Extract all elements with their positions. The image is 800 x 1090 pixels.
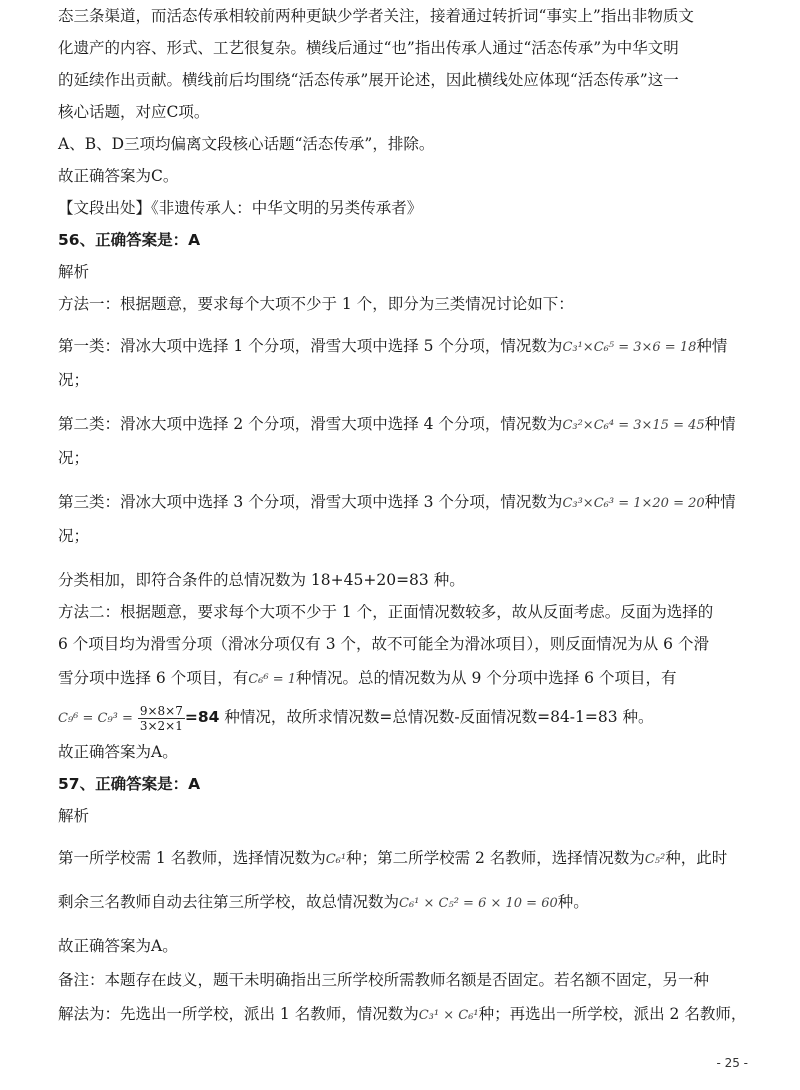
fraction: [138, 704, 185, 733]
case-two-line: [58, 414, 752, 436]
q57-line: [58, 848, 752, 870]
c52-formula: C₅²: [644, 852, 666, 867]
q57-text: 剩余三名教师自动去往第三所学校，故总情况数为: [58, 893, 400, 911]
case-one-tail: 种情: [696, 337, 728, 355]
case-two-end: 况；: [58, 449, 90, 467]
q57-text: 种。: [557, 893, 589, 911]
answer-line: 故正确答案为A。: [58, 937, 178, 955]
method-two-line: 6 个项目均为滑雪分项（滑冰分项仅有 3 个，故不可能全为滑冰项目），则反面情况为从 6 个滑: [58, 635, 709, 653]
case-one-line: [58, 336, 752, 358]
case-two-formula: C₃²×C₆⁴ = 3×15 = 45: [562, 418, 705, 433]
q57-line: [58, 892, 752, 914]
c61-formula: C₆¹: [325, 852, 347, 867]
text-line: 化遗产的内容、形式、工艺很复杂。横线后通过“也”指出传承人通过“活态传承”为中华文明: [58, 39, 679, 57]
case-three-end: 况；: [58, 527, 90, 545]
text-line: 态三条渠道，而活态传承相较前两种更缺少学者关注，接着通过转折词“事实上”指出非物质文: [58, 7, 694, 25]
method-one-line: 方法一：根据题意，要求每个大项不少于 1 个，即分为三类情况讨论如下：: [58, 295, 574, 313]
case-three-formula: C₃³×C₆³ = 1×20 = 20: [562, 496, 705, 511]
text-line: 核心话题，对应C项。: [58, 103, 210, 121]
note-text: 解法为：先选出一所学校，派出 1 名教师，情况数为: [58, 1005, 419, 1023]
answer-line: 故正确答案为A。: [58, 743, 178, 761]
case-three-text: 第三类：滑冰大项中选择 3 个分项，滑雪大项中选择 3 个分项，情况数为: [58, 493, 563, 511]
question-57-heading: 57、正确答案是：A: [58, 775, 201, 793]
case-one-text: 第一类：滑冰大项中选择 1 个分项，滑雪大项中选择 5 个分项，情况数为: [58, 337, 563, 355]
method-two-line: [58, 668, 752, 690]
text-line: 的延续作出贡献。横线前后均围绕“活态传承”展开论述，因此横线处应体现“活态传承”这一: [58, 71, 679, 89]
note-text: 种；再选出一所学校，派出 2 名教师，: [478, 1005, 747, 1023]
source-line: 【文段出处】《非遗传承人：中华文明的另类传承者》: [58, 199, 423, 217]
fraction-result: =84: [184, 708, 220, 726]
method-two-line: 方法二：根据题意，要求每个大项不少于 1 个，正面情况数较多，故从反面考虑。反面为选择的: [58, 603, 714, 621]
q57-text: 种，此时: [665, 849, 728, 867]
sum-line: 分类相加，即符合条件的总情况数为 18+45+20=83 种。: [58, 571, 465, 589]
case-three-line: [58, 492, 752, 514]
case-two-tail: 种情: [704, 415, 736, 433]
fraction-numerator: 9×8×7: [139, 703, 183, 718]
total-formula: C₆¹ × C₅² = 6 × 10 = 60: [399, 896, 558, 911]
case-three-tail: 种情: [704, 493, 736, 511]
text-line: A、B、D三项均偏离文段核心话题“活态传承”，排除。: [58, 135, 435, 153]
note-formula: C₃¹ × C₆¹: [418, 1008, 479, 1023]
case-one-formula: C₃¹×C₆⁵ = 3×6 = 18: [562, 340, 697, 355]
q57-text: 第一所学校需 1 名教师，选择情况数为: [58, 849, 326, 867]
fraction-denominator: 3×2×1: [139, 718, 183, 733]
method-two-text: 种情况。总的情况数为从 9 个分项中选择 6 个项目，有: [296, 669, 677, 687]
case-one-end: 况；: [58, 371, 90, 389]
c66-formula: C₆⁶ = 1: [248, 672, 297, 687]
fraction-line-text: 种情况，故所求情况数=总情况数-反面情况数=84-1=83 种。: [224, 708, 654, 726]
note-line: 备注：本题存在歧义，题干未明确指出三所学校所需教师名额是否固定。若名额不固定，另一种: [58, 971, 710, 989]
question-56-heading: 56、正确答案是：A: [58, 231, 201, 249]
c96-formula: C₉⁶ = C₉³ =: [58, 711, 133, 726]
note-line: [58, 1004, 752, 1026]
analysis-label: 解析: [58, 807, 90, 825]
case-two-text: 第二类：滑冰大项中选择 2 个分项，滑雪大项中选择 4 个分项，情况数为: [58, 415, 563, 433]
analysis-label: 解析: [58, 263, 90, 281]
method-two-text: 雪分项中选择 6 个项目，有: [58, 669, 249, 687]
q57-text: 种；第二所学校需 2 名教师，选择情况数为: [346, 849, 645, 867]
fraction-line: [58, 700, 752, 736]
text-line: 故正确答案为C。: [58, 167, 179, 185]
page-number: - 25 -: [716, 1056, 748, 1070]
